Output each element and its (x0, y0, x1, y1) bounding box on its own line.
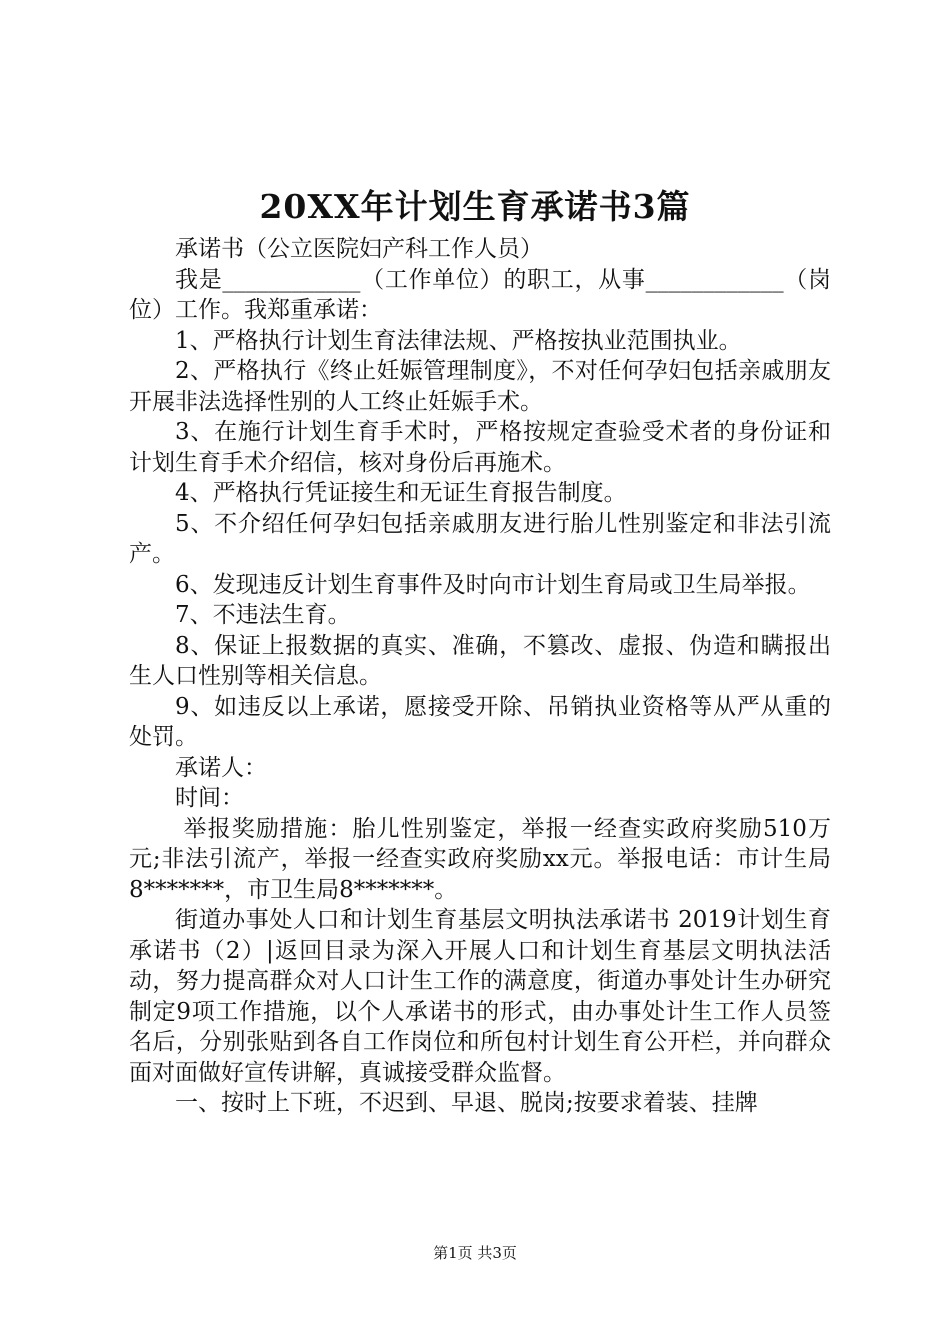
date-label: 时间： (175, 785, 244, 811)
paragraph-street-office: 街道办事处人口和计划生育基层文明执法承诺书 2019计划生育承诺书（2）|返回目录为深入开展人口和计划生育基层文明执法活动，努力提高群众对人口计生工作的满意度，街道办事处计生办研究制定9项工作措施，以个人承诺书的形式，由办事处计生工作人员签名后，分别张贴到各自工作岗位和所包村计划生育公开栏，并向群众面对面做好宣传讲解，真诚接受群众监督。 (129, 907, 831, 1086)
paragraph-item-6: 6、发现违反计划生育事件及时向市计划生育局或卫生局举报。 (175, 571, 811, 598)
paragraph-item-1: 1、严格执行计划生育法律法规、严格按执业范围执业。 (175, 327, 742, 354)
paragraph-reward: 举报奖励措施：胎儿性别鉴定，举报一经查实政府奖励510万元;非法引流产，举报一经查实政府奖励xx元。举报电话：市计生局8*******，市卫生局8*******。 (129, 815, 832, 903)
signer-label: 承诺人： (175, 754, 267, 781)
paragraph-item-9: 9、如违反以上承诺，愿接受开除、吊销执业资格等从严从重的处罚。 (129, 693, 831, 750)
paragraph-item-8: 8、保证上报数据的真实、准确，不篡改、虚报、伪造和瞒报出生人口性别等相关信息。 (129, 632, 831, 689)
paragraph-intro: 我是____________（工作单位）的职工，从事____________（岗位）工作。我郑重承诺： (129, 266, 831, 323)
paragraph-item-4: 4、严格执行凭证接生和无证生育报告制度。 (175, 480, 627, 506)
paragraph-measure-1: 一、按时上下班，不迟到、早退、脱岗;按要求着装、挂牌 (175, 1090, 758, 1116)
paragraph-item-2: 2、严格执行《终止妊娠管理制度》，不对任何孕妇包括亲戚朋友开展非法选择性别的人工终止妊娠手术。 (129, 358, 831, 415)
paragraph-item-3: 3、在施行计划生育手术时，严格按规定查验受术者的身份证和计划生育手术介绍信，核对身份后再施术。 (129, 419, 831, 476)
paragraph-item-5: 5、不介绍任何孕妇包括亲戚朋友进行胎儿性别鉴定和非法引流产。 (129, 510, 831, 567)
document-body (129, 234, 831, 1119)
page-indicator: 第1页 共3页 (433, 1244, 517, 1262)
paragraph-item-7: 7、不违法生育。 (175, 602, 351, 628)
paragraph-heading: 承诺书（公立医院妇产科工作人员） (175, 236, 543, 262)
document-title: 20XX年计划生育承诺书3篇 (259, 187, 691, 226)
